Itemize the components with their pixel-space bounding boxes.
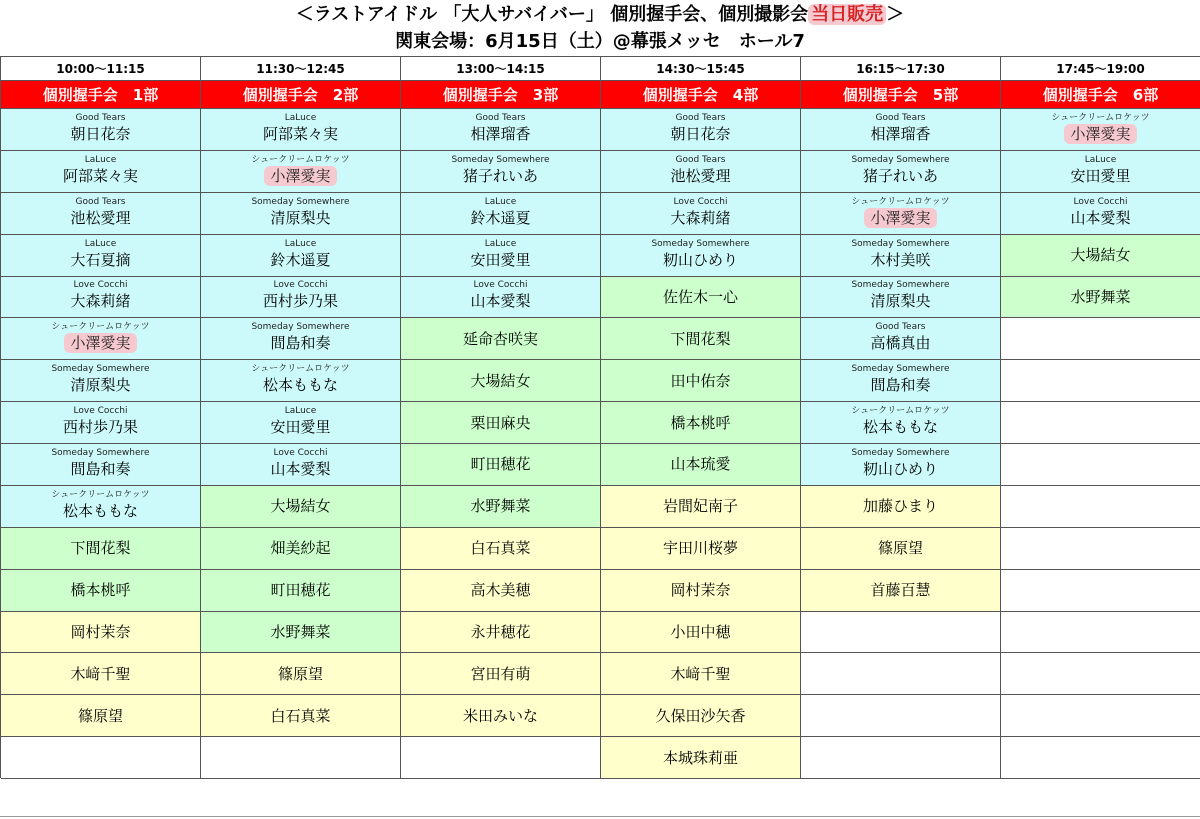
member-cell xyxy=(1,277,201,319)
group-name: シュークリームロケッツ xyxy=(51,489,150,500)
member-name: 木﨑千聖 xyxy=(70,664,131,683)
member-cell xyxy=(1,235,201,277)
member-name: 首藤百慧 xyxy=(870,581,931,600)
member-cell xyxy=(801,402,1001,444)
group-name: Someday Somewhere xyxy=(251,322,350,333)
group-name: LaLuce xyxy=(284,112,317,123)
group-name: Good Tears xyxy=(475,112,526,123)
group-name: Good Tears xyxy=(875,322,926,333)
group-name: Someday Somewhere xyxy=(851,364,950,375)
member-cell xyxy=(1,109,201,151)
group-name: LaLuce xyxy=(484,238,517,249)
footer-divider xyxy=(0,816,1200,817)
group-name: LaLuce xyxy=(284,238,317,249)
member-cell xyxy=(201,612,401,654)
member-cell xyxy=(801,360,1001,402)
member-cell xyxy=(1,695,201,737)
member-name: 下間花梨 xyxy=(670,329,731,348)
group-name: Love Cocchi xyxy=(273,447,328,458)
group-name: Good Tears xyxy=(75,112,126,123)
member-name: 町田穂花 xyxy=(270,581,331,600)
member-cell xyxy=(1001,444,1200,486)
group-name: Someday Somewhere xyxy=(451,154,550,165)
member-cell xyxy=(601,193,801,235)
member-name: 猪子れいあ xyxy=(862,166,938,185)
schedule-table xyxy=(0,56,1200,778)
member-cell xyxy=(201,193,401,235)
member-name: 安田愛里 xyxy=(470,250,531,269)
group-name: Good Tears xyxy=(75,196,126,207)
member-name: 岩間妃南子 xyxy=(662,497,738,516)
time-slot-header: 17:45〜19:00 xyxy=(1001,57,1200,81)
member-cell xyxy=(1,402,201,444)
title-end: ＞ xyxy=(886,4,905,25)
member-name: 加藤ひまり xyxy=(862,497,938,516)
member-cell xyxy=(801,318,1001,360)
member-cell xyxy=(201,277,401,319)
session-label: 個別握手会 5部 xyxy=(801,81,1001,109)
member-cell xyxy=(401,318,601,360)
member-name: 篠原望 xyxy=(277,664,323,683)
member-cell xyxy=(201,360,401,402)
member-name: 間島和奏 xyxy=(270,334,331,353)
member-name: 松本ももな xyxy=(862,418,938,437)
member-name: 岡村茉奈 xyxy=(70,622,131,641)
group-name: Love Cocchi xyxy=(273,280,328,291)
group-name: Love Cocchi xyxy=(673,196,728,207)
member-cell xyxy=(801,737,1001,779)
member-name: 猪子れいあ xyxy=(462,166,538,185)
member-cell xyxy=(801,695,1001,737)
member-cell xyxy=(801,109,1001,151)
member-name: 高橋真由 xyxy=(870,334,931,353)
member-cell xyxy=(1,528,201,570)
member-cell xyxy=(201,318,401,360)
member-cell xyxy=(1001,737,1200,779)
group-name: Good Tears xyxy=(875,112,926,123)
group-name: シュークリームロケッツ xyxy=(851,196,950,207)
member-cell xyxy=(1001,486,1200,528)
member-cell xyxy=(801,444,1001,486)
member-cell xyxy=(601,235,801,277)
member-name: 大場結女 xyxy=(470,371,531,390)
member-cell xyxy=(601,318,801,360)
member-cell xyxy=(401,486,601,528)
member-cell xyxy=(601,277,801,319)
member-cell xyxy=(1,318,201,360)
member-cell xyxy=(801,612,1001,654)
member-cell xyxy=(201,528,401,570)
member-name: 佐佐木一心 xyxy=(662,287,738,306)
member-cell xyxy=(1001,109,1200,151)
member-cell xyxy=(201,486,401,528)
member-cell xyxy=(801,151,1001,193)
member-cell xyxy=(1,151,201,193)
member-name: 阿部菜々実 xyxy=(262,124,338,143)
time-slot-header: 13:00〜14:15 xyxy=(401,57,601,81)
member-name-highlighted: 小澤愛実 xyxy=(64,333,136,353)
member-cell xyxy=(1,653,201,695)
member-name: 栗田麻央 xyxy=(470,413,531,432)
member-cell xyxy=(1001,612,1200,654)
time-slot-header: 14:30〜15:45 xyxy=(601,57,801,81)
member-cell xyxy=(1001,528,1200,570)
member-cell xyxy=(201,444,401,486)
member-cell xyxy=(401,653,601,695)
member-name: 水野舞菜 xyxy=(470,497,531,516)
member-cell xyxy=(601,444,801,486)
member-cell xyxy=(801,193,1001,235)
group-name: Good Tears xyxy=(675,154,726,165)
member-cell xyxy=(1001,402,1200,444)
member-cell xyxy=(401,695,601,737)
member-cell xyxy=(401,570,601,612)
member-cell xyxy=(1,612,201,654)
time-slot-header: 10:00〜11:15 xyxy=(1,57,201,81)
member-cell xyxy=(401,528,601,570)
member-name: 朝日花奈 xyxy=(70,124,131,143)
member-cell xyxy=(401,109,601,151)
group-name: Love Cocchi xyxy=(73,406,128,417)
member-cell xyxy=(1001,193,1200,235)
member-name: 宮田有萌 xyxy=(470,664,531,683)
member-cell xyxy=(601,528,801,570)
member-name: 水野舞菜 xyxy=(1070,287,1131,306)
time-slot-header: 16:15〜17:30 xyxy=(801,57,1001,81)
session-label: 個別握手会 4部 xyxy=(601,81,801,109)
member-cell xyxy=(201,653,401,695)
group-name: シュークリームロケッツ xyxy=(251,154,350,165)
member-cell xyxy=(1,570,201,612)
member-cell xyxy=(601,151,801,193)
member-cell xyxy=(601,612,801,654)
member-cell xyxy=(801,235,1001,277)
group-name: Love Cocchi xyxy=(1073,196,1128,207)
member-cell xyxy=(1001,570,1200,612)
member-name: 池松愛理 xyxy=(70,208,131,227)
group-name: LaLuce xyxy=(1084,154,1117,165)
member-name: 山本愛梨 xyxy=(470,292,531,311)
member-name: 小田中穂 xyxy=(670,622,731,641)
group-name: Someday Somewhere xyxy=(851,447,950,458)
page-title xyxy=(0,3,1200,27)
member-name: 松本ももな xyxy=(62,501,138,520)
member-name: 水野舞菜 xyxy=(270,622,331,641)
member-name: 山本愛梨 xyxy=(270,459,331,478)
member-name: 篠原望 xyxy=(77,706,123,725)
session-label: 個別握手会 6部 xyxy=(1001,81,1200,109)
member-name: 清原梨央 xyxy=(270,208,331,227)
member-name: 西村歩乃果 xyxy=(62,418,138,437)
member-name: 間島和奏 xyxy=(70,459,131,478)
member-cell xyxy=(201,402,401,444)
member-name: 永井穂花 xyxy=(470,622,531,641)
member-cell xyxy=(601,737,801,779)
member-name: 篠原望 xyxy=(877,539,923,558)
member-cell xyxy=(401,360,601,402)
member-name: 山本琉愛 xyxy=(670,455,731,474)
group-name: シュークリームロケッツ xyxy=(251,364,350,375)
member-name-highlighted: 小澤愛実 xyxy=(264,166,336,186)
group-name: Someday Somewhere xyxy=(251,196,350,207)
member-name: 本城珠莉亜 xyxy=(662,748,738,767)
member-cell xyxy=(201,695,401,737)
member-name: 木﨑千聖 xyxy=(670,664,731,683)
member-name: 大場結女 xyxy=(1070,246,1131,265)
member-name: 大森莉緒 xyxy=(70,292,131,311)
member-name: 町田穂花 xyxy=(470,455,531,474)
member-cell xyxy=(601,109,801,151)
group-name: シュークリームロケッツ xyxy=(851,406,950,417)
member-name: 籾山ひめり xyxy=(662,250,738,269)
member-cell xyxy=(801,570,1001,612)
member-name: 阿部菜々実 xyxy=(62,166,138,185)
member-name-highlighted: 小澤愛実 xyxy=(864,208,936,228)
member-name-highlighted: 小澤愛実 xyxy=(1064,124,1136,144)
member-cell xyxy=(1,360,201,402)
group-name: シュークリームロケッツ xyxy=(1051,112,1150,123)
member-name: 大場結女 xyxy=(270,497,331,516)
member-cell xyxy=(1001,151,1200,193)
session-label: 個別握手会 3部 xyxy=(401,81,601,109)
member-cell xyxy=(801,277,1001,319)
group-name: LaLuce xyxy=(284,406,317,417)
member-cell xyxy=(801,653,1001,695)
member-cell xyxy=(1001,360,1200,402)
member-cell xyxy=(401,151,601,193)
member-cell xyxy=(1001,695,1200,737)
member-cell xyxy=(201,109,401,151)
member-name: 大森莉緒 xyxy=(670,208,731,227)
group-name: LaLuce xyxy=(84,238,117,249)
member-cell xyxy=(201,151,401,193)
group-name: LaLuce xyxy=(84,154,117,165)
member-cell xyxy=(401,737,601,779)
group-name: LaLuce xyxy=(484,196,517,207)
member-name: 山本愛梨 xyxy=(1070,208,1131,227)
member-cell xyxy=(601,653,801,695)
member-cell xyxy=(801,486,1001,528)
member-name: 大石夏摘 xyxy=(70,250,131,269)
member-cell xyxy=(1,737,201,779)
group-name: Someday Somewhere xyxy=(851,154,950,165)
member-name: 岡村茉奈 xyxy=(670,581,731,600)
group-name: シュークリームロケッツ xyxy=(51,322,150,333)
member-cell xyxy=(1001,235,1200,277)
member-name: 畑美紗起 xyxy=(270,539,331,558)
member-cell xyxy=(801,528,1001,570)
member-name: 清原梨央 xyxy=(870,292,931,311)
member-cell xyxy=(1001,277,1200,319)
time-slot-header: 11:30〜12:45 xyxy=(201,57,401,81)
group-name: Someday Somewhere xyxy=(651,238,750,249)
member-cell xyxy=(401,277,601,319)
member-name: 西村歩乃果 xyxy=(262,292,338,311)
member-name: 相澤瑠香 xyxy=(870,124,931,143)
member-name: 松本ももな xyxy=(262,376,338,395)
member-name: 鈴木遥夏 xyxy=(470,208,531,227)
group-name: Someday Somewhere xyxy=(851,280,950,291)
group-name: Someday Somewhere xyxy=(51,364,150,375)
member-name: 鈴木遥夏 xyxy=(270,250,331,269)
member-cell xyxy=(1001,653,1200,695)
member-name: 久保田沙矢香 xyxy=(655,706,746,725)
group-name: Love Cocchi xyxy=(73,280,128,291)
member-name: 橋本桃呼 xyxy=(670,413,731,432)
member-name: 安田愛里 xyxy=(270,418,331,437)
member-cell xyxy=(201,570,401,612)
member-cell xyxy=(401,235,601,277)
member-name: 木村美咲 xyxy=(870,250,931,269)
member-cell xyxy=(401,444,601,486)
group-name: Someday Somewhere xyxy=(51,447,150,458)
member-name: 相澤瑠香 xyxy=(470,124,531,143)
title-highlight: 当日販売 xyxy=(808,4,886,25)
member-cell xyxy=(401,402,601,444)
member-cell xyxy=(1,486,201,528)
page-subtitle: 関東会場：6月15日（土）@幕張メッセ ホール7 xyxy=(395,31,805,52)
member-name: 池松愛理 xyxy=(670,166,731,185)
member-name: 田中佑奈 xyxy=(670,371,731,390)
member-name: 延命杏咲実 xyxy=(462,329,538,348)
group-name: Good Tears xyxy=(675,112,726,123)
member-cell xyxy=(1,444,201,486)
member-name: 籾山ひめり xyxy=(862,459,938,478)
member-cell xyxy=(201,737,401,779)
member-cell xyxy=(601,402,801,444)
member-name: 下間花梨 xyxy=(70,539,131,558)
member-cell xyxy=(601,486,801,528)
member-name: 米田みいな xyxy=(462,706,538,725)
member-cell xyxy=(1,193,201,235)
member-cell xyxy=(601,570,801,612)
member-name: 橋本桃呼 xyxy=(70,581,131,600)
member-cell xyxy=(601,360,801,402)
group-name: Love Cocchi xyxy=(473,280,528,291)
member-cell xyxy=(601,695,801,737)
member-cell xyxy=(1001,318,1200,360)
member-cell xyxy=(201,235,401,277)
title-main: ＜ラストアイドル 「大人サバイバー」 個別握手会、個別撮影会 xyxy=(295,4,809,25)
member-name: 白石真菜 xyxy=(270,706,331,725)
member-name: 宇田川桜夢 xyxy=(662,539,738,558)
member-name: 清原梨央 xyxy=(70,376,131,395)
group-name: Someday Somewhere xyxy=(851,238,950,249)
member-name: 間島和奏 xyxy=(870,376,931,395)
member-name: 朝日花奈 xyxy=(670,124,731,143)
member-name: 高木美穂 xyxy=(470,581,531,600)
member-name: 白石真菜 xyxy=(470,539,531,558)
session-label: 個別握手会 2部 xyxy=(201,81,401,109)
member-cell xyxy=(401,612,601,654)
member-cell xyxy=(401,193,601,235)
member-name: 安田愛里 xyxy=(1070,166,1131,185)
session-label: 個別握手会 1部 xyxy=(1,81,201,109)
